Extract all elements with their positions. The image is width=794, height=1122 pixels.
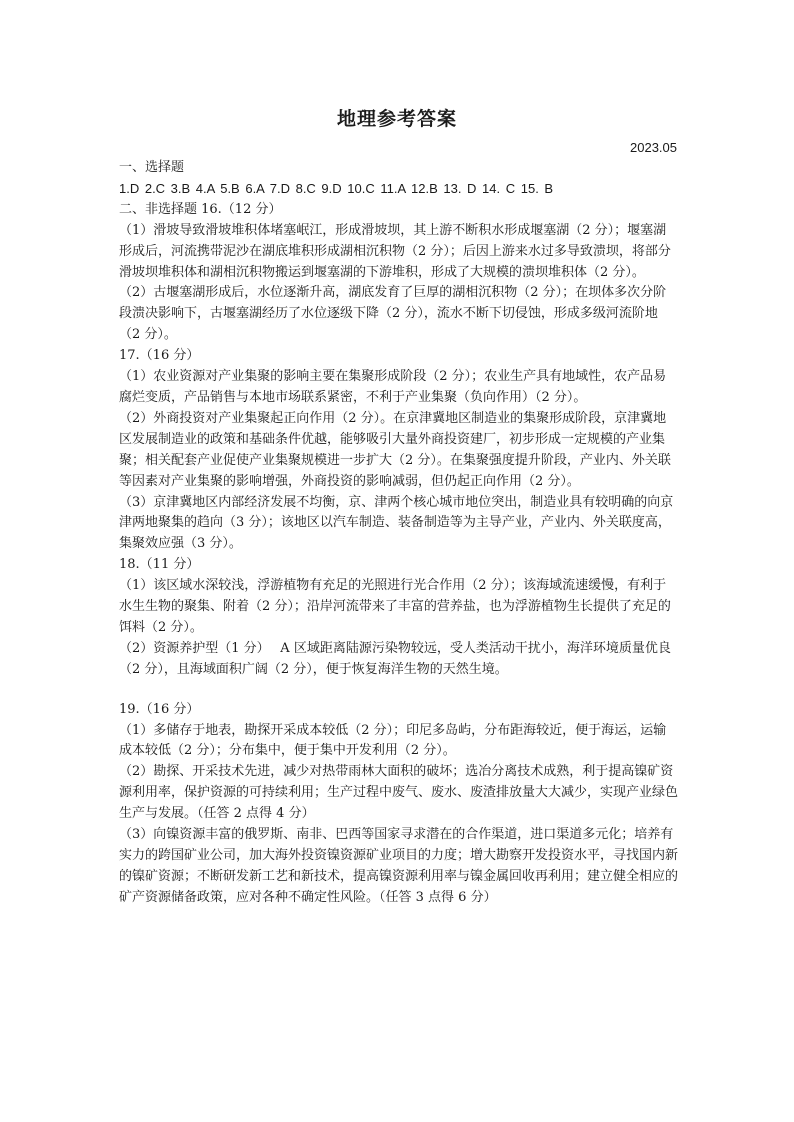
q16-part1: （1）滑坡导致滑坡堆积体堵塞岷江，形成滑坡坝，其上游不断积水形成堰塞湖（2 分）；堰塞湖形成后，河流携带泥沙在湖底堆积形成湖相沉积物（2 分）；后因上游来水过多导致溃坝，将部分滑坡坝堆积体和湖相沉积物搬运到堰塞湖的下游堆积，形成了大规模的溃坝堆积体（2 分）。 [119,222,671,280]
section-heading-choice: 一、选择题 [119,160,185,175]
section-heading-nonchoice: 二、非选择题 16.（12 分） [119,201,282,217]
q19-part3: （3）向镍资源丰富的俄罗斯、南非、巴西等国家寻求潜在的合作渠道，进口渠道多元化；培养有实力的跨国矿业公司，加大海外投资镍资源矿业项目的力度；增大勘察开发投资水平，寻找国内新的镍矿资源；不断研发新工艺和新技术，提高镍资源利用率与镍金属回收再利用；建立健全相应的矿产资源储备政策，应对各种不确定性风险。（任答 3 点得 6 分） [119,827,679,905]
q17-part3: （3）京津冀地区内部经济发展不均衡，京、津两个核心城市地位突出，制造业具有较明确的向京津两地聚集的趋向（3 分）；该地区以汽车制造、装备制造等为主导产业，产业内、外关联度高，集聚效应强（3 分）。 [119,494,674,552]
q19-part1: （1）多储存于地表，勘探开采成本较低（2 分）；印尼多岛屿，分布距海较近，便于海运，运输成本较低（2 分）；分布集中，便于集中开发利用（2 分）。 [119,722,667,759]
q19-heading: 19.（16 分） [119,701,200,717]
document-date: 2023.05 [630,140,677,155]
page-title: 地理参考答案 [336,108,457,130]
q18-heading: 18.（11 分） [119,557,200,573]
q17-heading: 17.（16 分） [119,348,200,364]
q18-part1: （1）该区域水深较浅，浮游植物有充足的光照进行光合作用（2 分）；该海域流速缓慢，有利于水生生物的聚集、附着（2 分）；沿岸河流带来了丰富的营养盐，也为浮游植物生长提供了充足的饵料（2 分）。 [119,578,671,635]
q17-part1: （1）农业资源对产业集聚的影响主要在集聚形成阶段（2 分）；农业生产具有地域性，农产品易腐烂变质，产品销售与本地市场联系紧密，不利于产业集聚（负向作用）（2 分）。 [119,369,667,405]
q16-part2: （2）古堰塞湖形成后，水位逐渐升高，湖底发育了巨厚的湖相沉积物（2 分）；在坝体多次分阶段溃决影响下，古堰塞湖经历了水位逐级下降（2 分），流水不断下切侵蚀，形成多级河流阶地（2 分）。 [119,285,667,343]
q17-part2: （2）外商投资对产业集聚起正向作用（2 分）。在京津冀地区制造业的集聚形成阶段，京津冀地区发展制造业的政策和基础条件优越，能够吸引大量外商投资建厂，初步形成一定规模的产业集聚；相关配套产业促使产业集聚规模进一步扩大（2 分）。在集聚强度提升阶段，产业内、外关联等因素对产业集聚的影响增强，外商投资的影响减弱，但仍起正向作用（2 分）。 [119,410,671,489]
spacer [119,681,679,700]
choice-answers: 1.D 2.C 3.B 4.A 5.B 6.A 7.D 8.C 9.D 10.C 11.A 12.B 13. D 14. C 15. B [119,180,554,196]
q19-part2: （2）勘探、开采技术先进，减少对热带雨林大面积的破坏；选冶分离技术成熟，利于提高镍矿资源利用率，保护资源的可持续利用；生产过程中废气、废水、废渣排放量大大减少，实现产业绿色生产与发展。（任答 2 点得 4 分） [119,764,679,822]
q18-part2: （2）资源养护型（1 分） A 区域距离陆源污染物较远，受人类活动干扰小，海洋环境质量优良（2 分），且海域面积广阔（2 分），便于恢复海洋生物的天然生境。 [119,640,671,677]
answer-content [119,158,679,909]
